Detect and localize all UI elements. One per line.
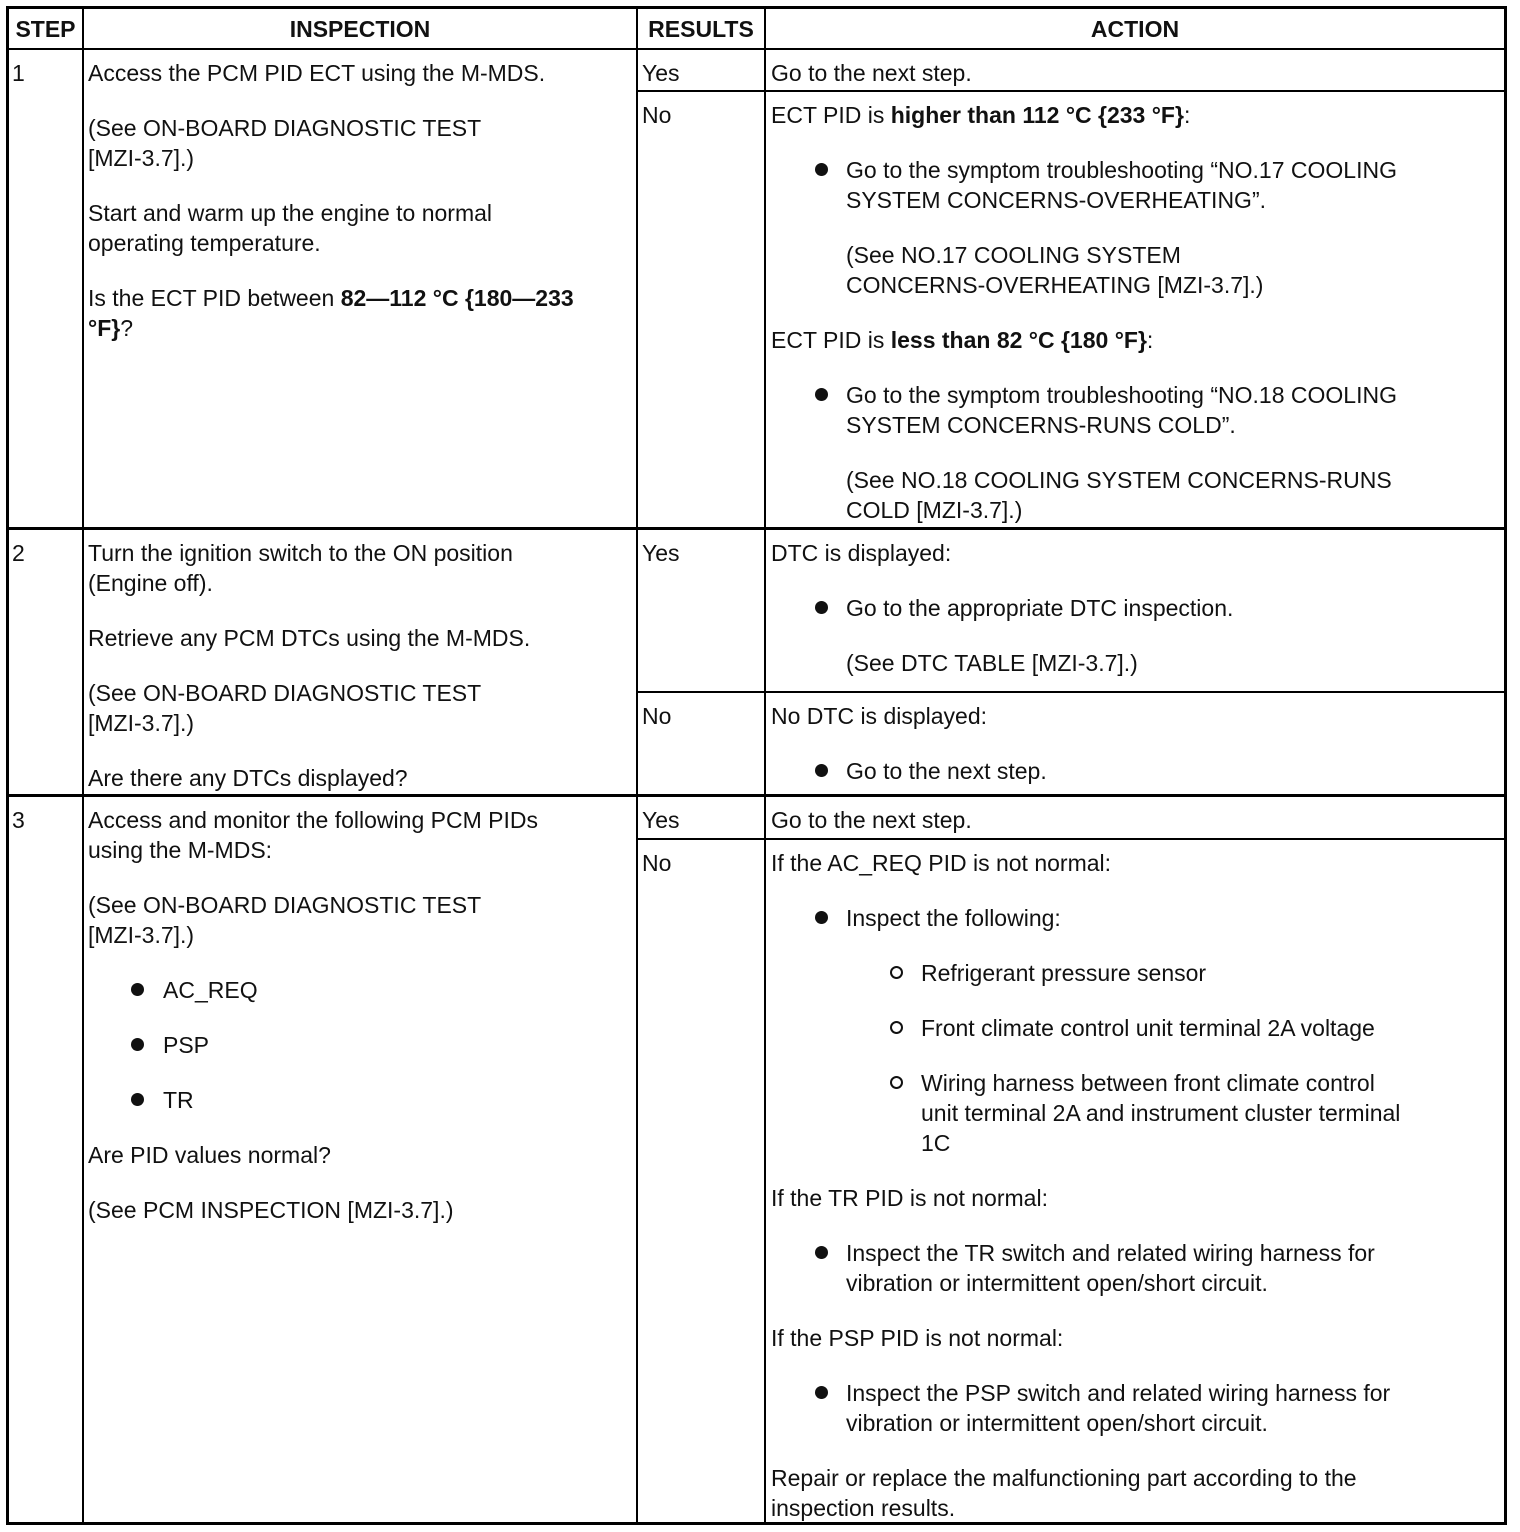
header-divider bbox=[9, 48, 1504, 50]
action-text: No DTC is displayed: bbox=[771, 703, 988, 729]
result-no: No bbox=[642, 102, 672, 128]
bullet-item: Inspect the TR switch and related wiring harness for vibration or intermittent open/short circuit. bbox=[771, 1238, 1400, 1298]
pid-item: AC_REQ bbox=[88, 975, 538, 1005]
inspection-cell bbox=[88, 805, 538, 1225]
pid-item: TR bbox=[88, 1085, 538, 1115]
result-yes: Yes bbox=[642, 540, 680, 566]
action-text: ECT PID is less than 82 °C {180 °F}: bbox=[771, 327, 1154, 353]
action-yes bbox=[771, 538, 1233, 678]
diagnostic-table bbox=[6, 6, 1507, 1525]
action-text: Repair or replace the malfunctioning part according to the inspection results. bbox=[771, 1465, 1357, 1521]
reference-text: (See NO.17 COOLING SYSTEM CONCERNS-OVERHEATING [MZI-3.7].) bbox=[846, 242, 1264, 298]
action-text: If the AC_REQ PID is not normal: bbox=[771, 850, 1112, 876]
inspection-question: Are PID values normal? bbox=[88, 1142, 331, 1168]
col-divider bbox=[636, 9, 638, 1522]
bullet-item: Go to the next step. bbox=[771, 756, 1047, 786]
action-no bbox=[771, 100, 1397, 525]
step-number: 1 bbox=[12, 60, 25, 86]
inspection-text: (See ON-BOARD DIAGNOSTIC TEST [MZI-3.7].) bbox=[88, 115, 482, 171]
inspection-cell bbox=[88, 58, 574, 343]
sub-bullet-item: Wiring harness between front climate control unit terminal 2A and instrument cluster terminal 1C bbox=[771, 1068, 1400, 1158]
action-yes: Go to the next step. bbox=[771, 807, 972, 833]
action-text: If the TR PID is not normal: bbox=[771, 1185, 1048, 1211]
action-text: ECT PID is higher than 112 °C {233 °F}: bbox=[771, 102, 1191, 128]
inspection-text: Turn the ignition switch to the ON position (Engine off). bbox=[88, 540, 513, 596]
inspection-text: Start and warm up the engine to normal operating temperature. bbox=[88, 200, 493, 256]
inspection-text: Access the PCM PID ECT using the M-MDS. bbox=[88, 60, 546, 86]
sub-bullet-item: Refrigerant pressure sensor bbox=[771, 958, 1400, 988]
result-no: No bbox=[642, 850, 672, 876]
inspection-text: (See ON-BOARD DIAGNOSTIC TEST [MZI-3.7].) bbox=[88, 892, 482, 948]
sub-bullet-item: Front climate control unit terminal 2A voltage bbox=[771, 1013, 1400, 1043]
row-divider bbox=[9, 794, 1504, 797]
col-divider bbox=[82, 9, 84, 1522]
row-divider bbox=[636, 90, 1504, 92]
result-yes: Yes bbox=[642, 807, 680, 833]
inspection-text: (See ON-BOARD DIAGNOSTIC TEST [MZI-3.7].) bbox=[88, 680, 482, 736]
row-divider bbox=[636, 691, 1504, 693]
action-text: DTC is displayed: bbox=[771, 540, 952, 566]
inspection-text: Access and monitor the following PCM PIDs using the M-MDS: bbox=[88, 807, 538, 863]
bullet-item: Inspect the PSP switch and related wiring harness for vibration or intermittent open/short circuit. bbox=[771, 1378, 1400, 1438]
bullet-item: Go to the appropriate DTC inspection. bbox=[771, 593, 1233, 623]
inspection-question: Are there any DTCs displayed? bbox=[88, 765, 408, 791]
action-no bbox=[771, 848, 1400, 1523]
reference-text: (See PCM INSPECTION [MZI-3.7].) bbox=[88, 1197, 454, 1223]
action-no bbox=[771, 701, 1047, 786]
action-yes: Go to the next step. bbox=[771, 60, 972, 86]
result-yes: Yes bbox=[642, 60, 680, 86]
bullet-item: Inspect the following: bbox=[771, 903, 1400, 933]
step-number: 2 bbox=[12, 540, 25, 566]
header-action: ACTION bbox=[1090, 16, 1180, 42]
reference-text: (See DTC TABLE [MZI-3.7].) bbox=[846, 650, 1138, 676]
reference-text: (See NO.18 COOLING SYSTEM CONCERNS-RUNS COLD [MZI-3.7].) bbox=[846, 467, 1392, 523]
col-divider bbox=[764, 9, 766, 1522]
header-inspection: INSPECTION bbox=[289, 16, 431, 42]
inspection-text: Retrieve any PCM DTCs using the M-MDS. bbox=[88, 625, 531, 651]
action-text: If the PSP PID is not normal: bbox=[771, 1325, 1064, 1351]
result-no: No bbox=[642, 703, 672, 729]
bullet-item: Go to the symptom troubleshooting “NO.18 COOLING SYSTEM CONCERNS-RUNS COLD”. bbox=[771, 380, 1397, 440]
step-number: 3 bbox=[12, 807, 25, 833]
row-divider bbox=[636, 838, 1504, 840]
bullet-item: Go to the symptom troubleshooting “NO.17 COOLING SYSTEM CONCERNS-OVERHEATING”. bbox=[771, 155, 1397, 215]
pid-item: PSP bbox=[88, 1030, 538, 1060]
header-step: STEP bbox=[15, 16, 76, 42]
header-results: RESULTS bbox=[648, 16, 754, 42]
row-divider bbox=[9, 527, 1504, 530]
inspection-cell bbox=[88, 538, 530, 793]
inspection-question: Is the ECT PID between 82—112 °C {180—233 °F}? bbox=[88, 285, 574, 341]
